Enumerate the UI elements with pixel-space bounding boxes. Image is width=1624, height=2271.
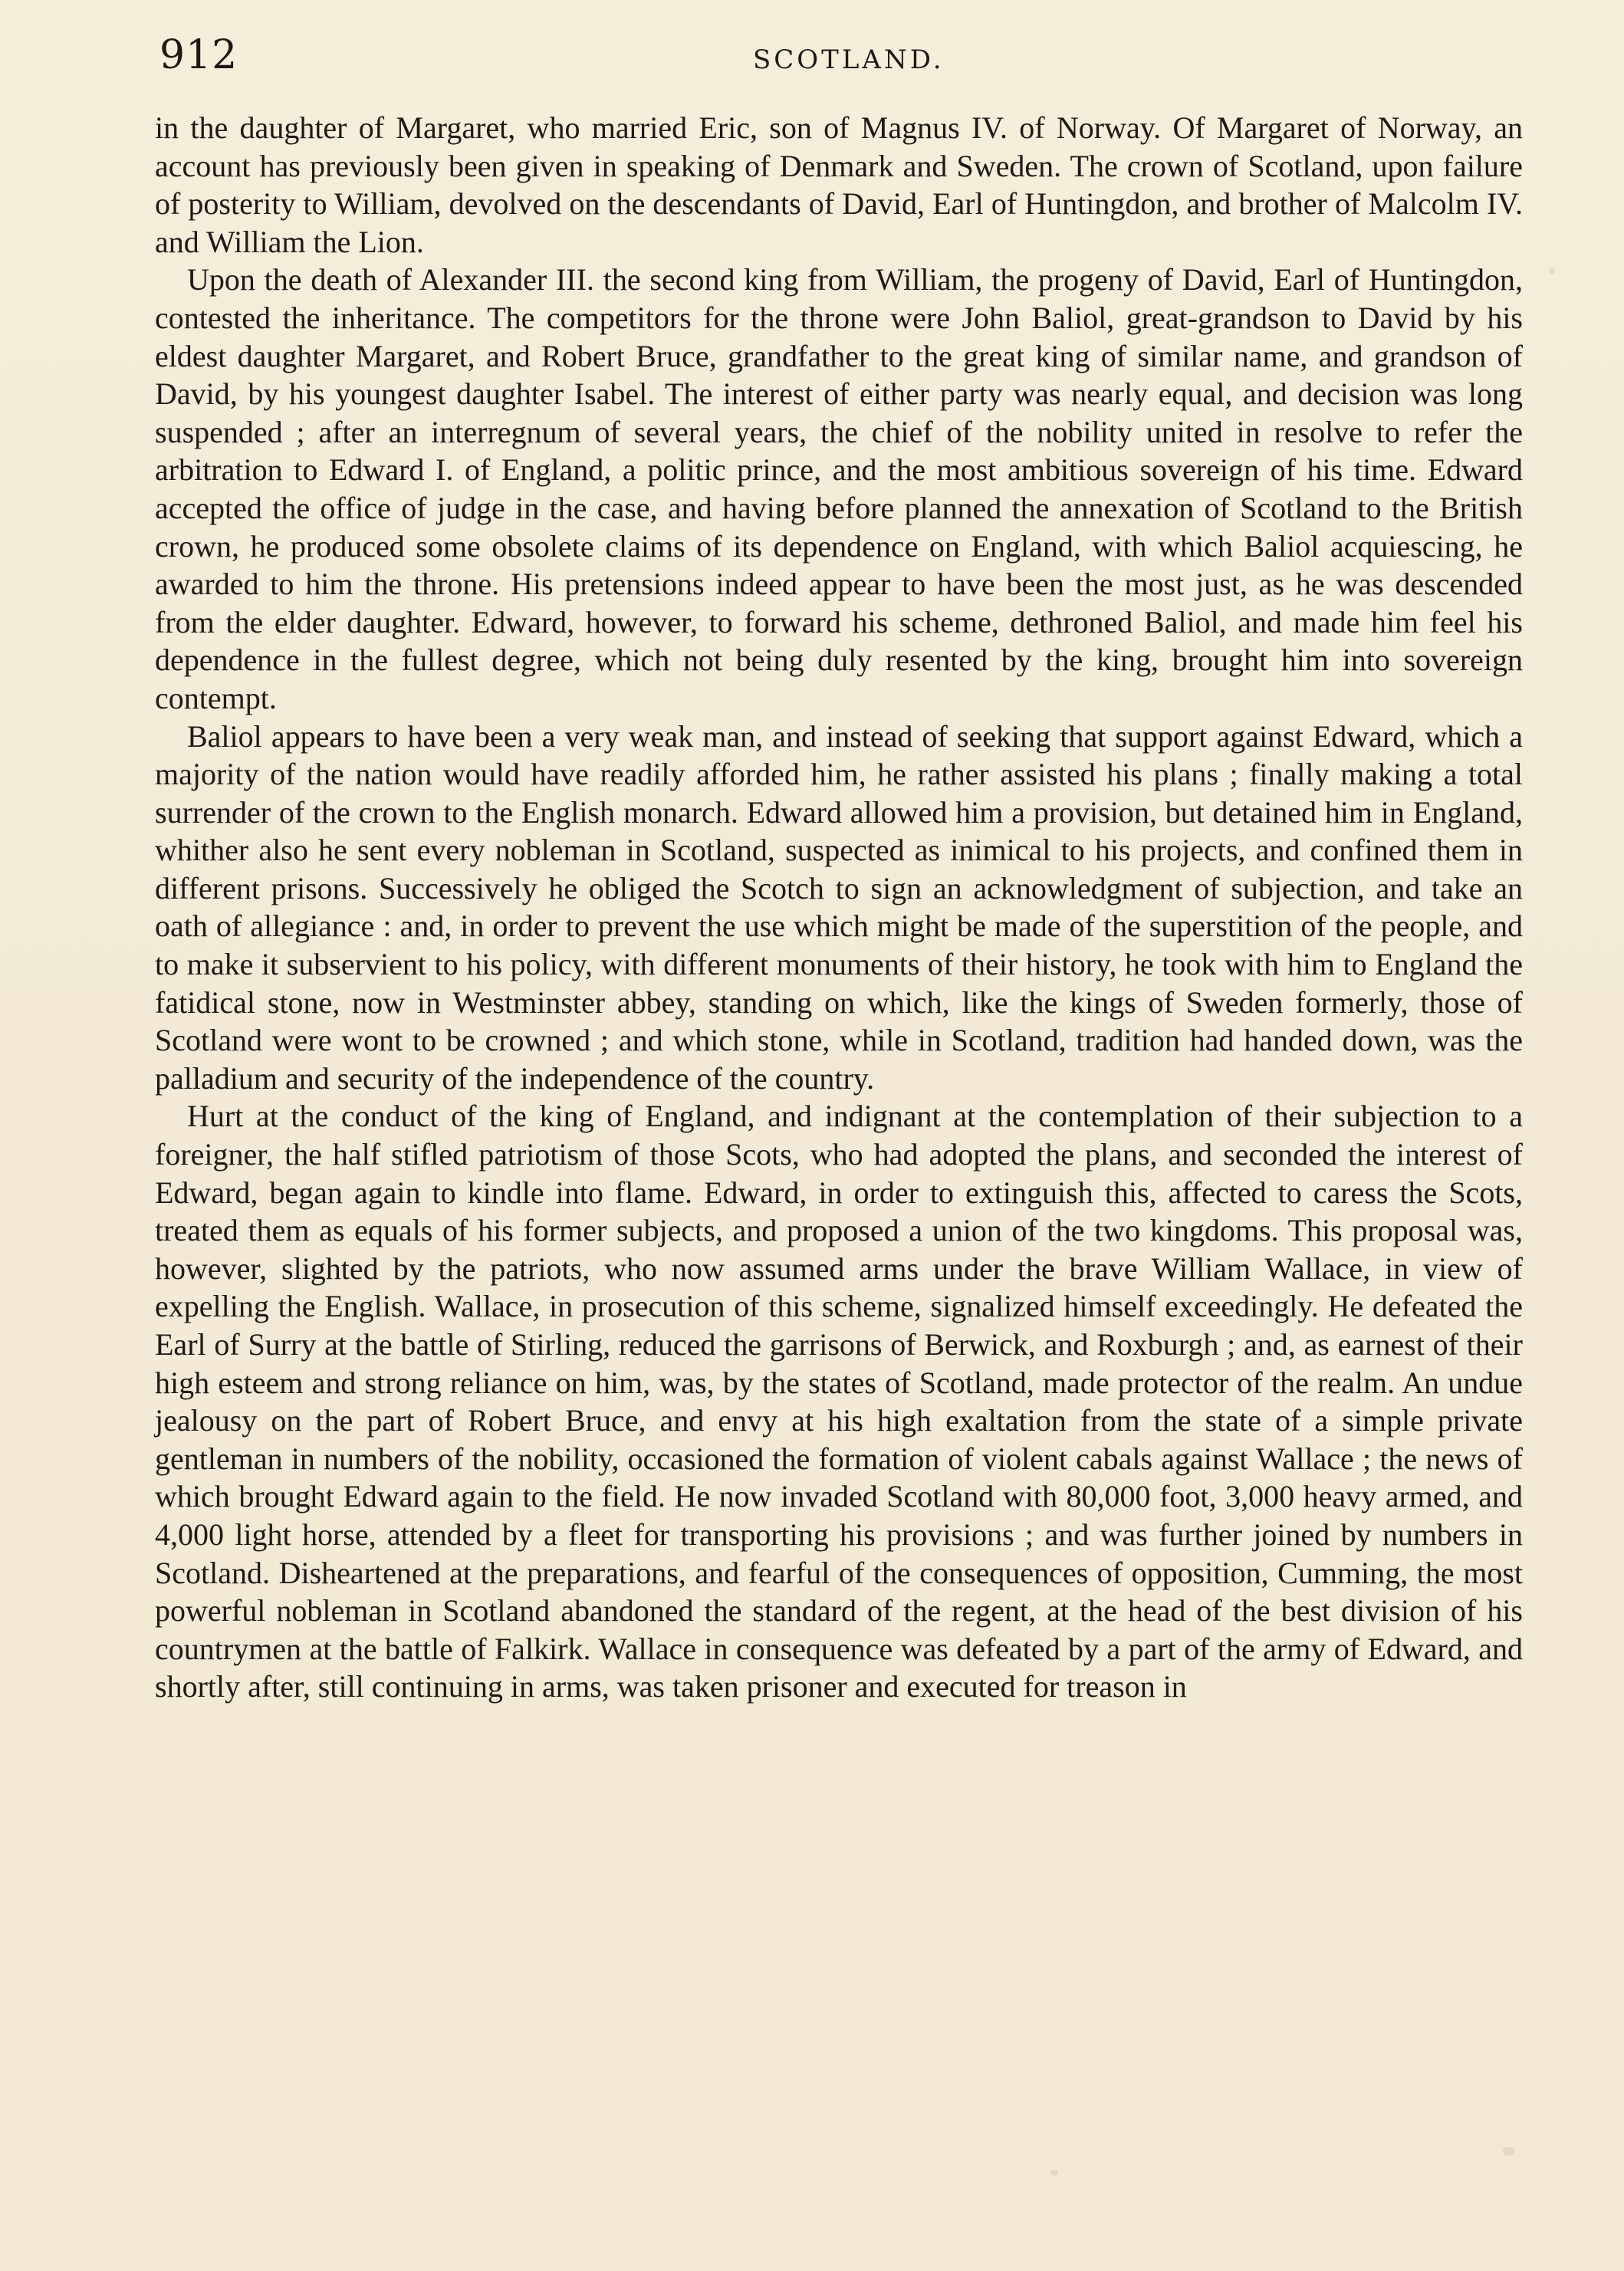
- paper-stain: [1549, 268, 1555, 274]
- paragraph-baliol: Baliol appears to have been a very weak man, and instead of seeking that support against Edward, which a majority of the nation would have readily afforded him, he rather assisted his plans ; finally making a total surrender of the crown to the English monarch. Edward allowed him a provision, but detained him in England, whither also he sent every nobleman in Scotland, suspected as inimical to his projects, and confined them in different prisons. Successively he obliged the Scotch to sign an acknowledgment of subjection, and take an oath of allegiance : and, in order to prevent the use which might be made of the superstition of the people, and to make it subservient to his policy, with different monuments of their history, he took with him to England the fatidical stone, now in Westminster abbey, standing on which, like the kings of Sweden formerly, those of Scotland were wont to be crowned ; and which stone, while in Scotland, tradition had handed down, was the palladium and security of the independence of the country.: [155, 718, 1523, 1096]
- paragraph-wallace: Hurt at the conduct of the king of England, and indignant at the contemplation of their subjection to a foreigner, the half stifled patriotism of those Scots, who had adopted the plans, and seconded the interest of Edward, began again to kindle into flame. Edward, in order to extinguish this, affected to caress the Scots, treated them as equals of his former subjects, and proposed a union of the two kingdoms. This proposal was, however, slighted by the patriots, who now assumed arms under the brave William Wallace, in view of expelling the English. Wallace, in prosecution of this scheme, signalized himself exceedingly. He defeated the Earl of Surry at the battle of Stirling, reduced the garrisons of Berwick, and Roxburgh ; and, as earnest of their high esteem and strong reliance on him, was, by the states of Scotland, made protector of the realm. An undue jealousy on the part of Robert Bruce, and envy at his high exaltation from the state of a simple private gentleman in numbers of the nobility, occasioned the formation of violent cabals against Wallace ; the news of which brought Edward again to the field. He now invaded Scotland with 80,000 foot, 3,000 heavy armed, and 4,000 light horse, attended by a fleet for transporting his provisions ; and was further joined by numbers in Scotland. Disheartened at the preparations, and fearful of the consequences of opposition, Cumming, the most powerful nobleman in Scotland abandoned the standard of the regent, at the head of the best division of his countrymen at the battle of Falkirk. Wallace in consequence was defeated by a part of the army of Edward, and shortly after, still continuing in arms, was taken prisoner and executed for treason in: [155, 1099, 1523, 1704]
- running-title: SCOTLAND.: [753, 44, 945, 75]
- paper-stain: [1503, 2147, 1515, 2156]
- page-number: 912: [159, 32, 238, 78]
- paragraph-succession: Upon the death of Alexander III. the second king from William, the progeny of David, Earl of Huntingdon, contested the inheritance. The competitors for the throne were John Baliol, great-grandson to David by his eldest daughter Margaret, and Robert Bruce, grandfather to the great king of similar name, and grandson of David, by his youngest daughter Isabel. The interest of either party was nearly equal, and decision was long suspended ; after an interregnum of several years, the chief of the nobility united in resolve to refer the arbitration to Edward I. of England, a politic prince, and the most ambitious sovereign of his time. Edward accepted the office of judge in the case, and having before planned the annexation of Scotland to the British crown, he produced some obsolete claims of its dependence on England, with which Baliol acquiescing, he awarded to him the throne. His pretensions indeed appear to have been the most just, as he was descended from the elder daughter. Edward, however, to forward his scheme, dethroned Baliol, and made him feel his dependence in the fullest degree, which not being duly resented by the king, brought him into sovereign contempt.: [155, 262, 1523, 715]
- paragraph-continuation: in the daughter of Margaret, who married Eric, son of Magnus IV. of Norway. Of Margaret of Norway, an account has previously been given in speaking of Denmark and Sweden. The crown of Scotland, upon failure of posterity to William, devolved on the descendants of David, Earl of Huntingdon, and brother of Malcolm IV. and William the Lion.: [155, 110, 1523, 259]
- paper-stain: [1050, 2170, 1058, 2176]
- page-header: [159, 32, 1524, 86]
- body-text: [155, 109, 1523, 1706]
